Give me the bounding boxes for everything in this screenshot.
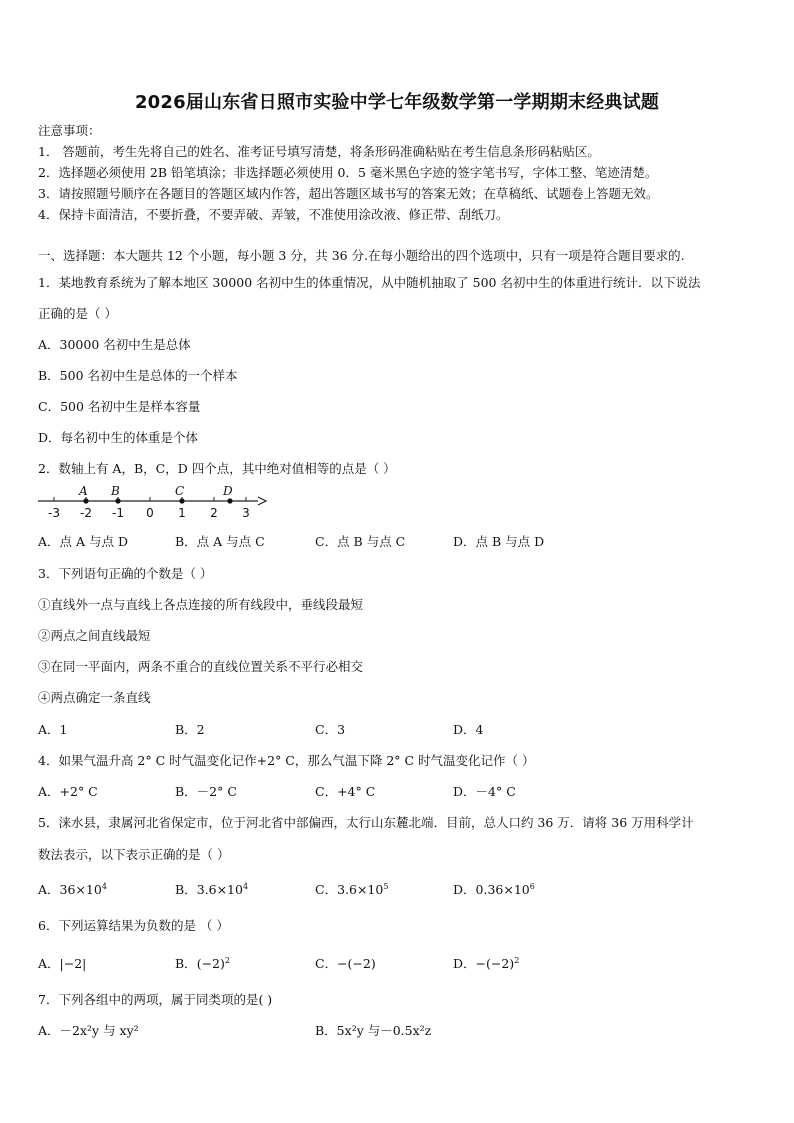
q5-option-d <box>453 880 535 898</box>
q6-option-b-base: (−2) <box>196 956 225 971</box>
q3-option-d: D．4 <box>453 722 484 737</box>
q3-statement-4: ④两点确定一条直线 <box>38 690 151 705</box>
notice-heading: 注意事项： <box>38 123 101 138</box>
number-line-point-a <box>83 498 88 503</box>
q6-option-c-expr: −(−2) <box>337 956 376 971</box>
q6-option-b-exponent: 2 <box>224 955 230 965</box>
q3-statement-2: ②两点之间直线最短 <box>38 628 151 643</box>
number-line-tick-label: -2 <box>80 506 92 520</box>
q3-option-c: C．3 <box>315 722 346 737</box>
q4-stem: 4．如果气温升高 2° C 时气温变化记作+2° C，那么气温下降 2° C 时气温变化记作（ ） <box>38 753 535 768</box>
q6-option-b <box>175 954 230 972</box>
q6-option-d-exponent: 2 <box>514 955 520 965</box>
q1-option-d: D．每名初中生的体重是个体 <box>38 430 199 445</box>
q6-option-b-label: B． <box>175 956 197 971</box>
q6-option-a-label: A． <box>38 956 60 971</box>
number-line-point-c <box>179 498 184 503</box>
q1-stem-line2: 正确的是（ ） <box>38 306 117 321</box>
q5-stem-line2: 数法表示，以下表示正确的是（ ） <box>38 847 230 862</box>
q4-option-b: B．－2° C <box>175 784 237 799</box>
q5-option-c-label: C． <box>315 882 338 897</box>
q5-option-c <box>315 880 388 898</box>
q5-option-d-label: D． <box>453 882 476 897</box>
q5-option-a-label: A． <box>38 882 60 897</box>
number-line-point-label: D <box>223 484 233 498</box>
q5-option-a-base: 36×10 <box>59 882 102 897</box>
number-line-point-label: B <box>111 484 120 498</box>
q7-stem: 7．下列各组中的两项，属于同类项的是( ) <box>38 992 273 1007</box>
q2-option-a: A．点 A 与点 D <box>38 534 128 549</box>
page-title: 2026届山东省日照市实验中学七年级数学第一学期期末经典试题 <box>134 92 660 113</box>
number-line-point-label: C <box>175 484 185 498</box>
number-line-figure <box>36 482 276 520</box>
q1-option-b: B．500 名初中生是总体的一个样本 <box>38 368 238 383</box>
q6-option-a-expr: |−2| <box>59 956 87 971</box>
number-line-point-b <box>115 498 120 503</box>
q1-stem-line1: 1．某地教育系统为了解本地区 30000 名初中生的体重情况，从中随机抽取了 500 名初中生的体重进行统计．以下说法 <box>38 275 701 290</box>
q5-option-a <box>38 880 107 898</box>
q3-option-b: B．2 <box>175 722 205 737</box>
q7-option-a: A．－2x²y 与 xy² <box>38 1023 139 1038</box>
q6-option-d-label: D． <box>453 956 476 971</box>
number-line-arrow-icon <box>258 497 266 505</box>
q5-option-a-exponent: 4 <box>101 881 107 891</box>
notice-item-2: 2．选择题必须使用 2B 铅笔填涂；非选择题必须使用 0．5 毫米黑色字迹的签字笔书写，字体工整、笔迹清楚。 <box>38 165 658 180</box>
q6-option-a <box>38 954 86 972</box>
q5-option-b-base: 3.6×10 <box>196 882 243 897</box>
q6-option-d <box>453 954 519 972</box>
q7-option-b: B．5x²y 与－0.5x²z <box>315 1023 432 1038</box>
notice-item-1: 1． 答题前，考生先将自己的姓名、准考证号填写清楚，将条形码准确粘贴在考生信息条形码粘贴区。 <box>38 144 600 159</box>
q2-stem: 2．数轴上有 A，B，C，D 四个点，其中绝对值相等的点是（ ） <box>38 461 396 476</box>
q3-statement-1: ①直线外一点与直线上各点连接的所有线段中，垂线段最短 <box>38 597 364 612</box>
q4-option-d: D．－4° C <box>453 784 516 799</box>
q2-option-d: D．点 B 与点 D <box>453 534 545 549</box>
number-line-tick-label: 1 <box>178 506 186 520</box>
q6-option-c-label: C． <box>315 956 338 971</box>
q6-option-c <box>315 954 376 972</box>
q3-stem: 3．下列语句正确的个数是（ ） <box>38 566 213 581</box>
number-line-tick-label: -3 <box>48 506 60 520</box>
number-line-tick-label: -1 <box>112 506 124 520</box>
notice-item-4: 4．保持卡面清洁，不要折叠，不要弄破、弄皱，不准使用涂改液、修正带、刮纸刀。 <box>38 207 509 222</box>
q2-option-b: B．点 A 与点 C <box>175 534 265 549</box>
q6-option-d-base: −(−2) <box>475 956 515 971</box>
number-line-tick-label: 3 <box>242 506 250 520</box>
notice-item-3: 3．请按照题号顺序在各题目的答题区域内作答，超出答题区域书写的答案无效；在草稿纸、试题卷上答题无效。 <box>38 186 659 201</box>
q5-option-b-exponent: 4 <box>242 881 249 891</box>
q5-option-c-base: 3.6×10 <box>337 882 384 897</box>
number-line-point-d <box>227 498 232 503</box>
q1-option-a: A．30000 名初中生是总体 <box>38 337 191 352</box>
number-line-point-label: A <box>79 484 88 498</box>
q6-stem: 6．下列运算结果为负数的是 （ ） <box>38 918 229 933</box>
q2-option-c: C．点 B 与点 C <box>315 534 406 549</box>
q5-option-b <box>175 880 248 898</box>
q3-option-a: A．1 <box>38 722 68 737</box>
q3-statement-3: ③在同一平面内，两条不重合的直线位置关系不平行必相交 <box>38 659 364 674</box>
q5-option-d-base: 0.36×10 <box>475 882 530 897</box>
q4-option-c: C．+4° C <box>315 784 376 799</box>
q5-option-c-exponent: 5 <box>383 881 389 891</box>
q5-stem-line1: 5．涞水县，隶属河北省保定市，位于河北省中部偏西，太行山东麓北端．目前，总人口约 36 万．请将 36 万用科学计 <box>38 815 694 830</box>
number-line-tick-label: 2 <box>210 506 218 520</box>
number-line-tick-label: 0 <box>146 506 154 520</box>
q4-option-a: A．+2° C <box>38 784 98 799</box>
q5-option-d-exponent: 6 <box>529 881 535 891</box>
q1-option-c: C．500 名初中生是样本容量 <box>38 399 201 414</box>
section-heading: 一、选择题：本大题共 12 个小题，每小题 3 分，共 36 分.在每小题给出的四个选项中，只有一项是符合题目要求的. <box>38 248 685 263</box>
q5-option-b-label: B． <box>175 882 197 897</box>
